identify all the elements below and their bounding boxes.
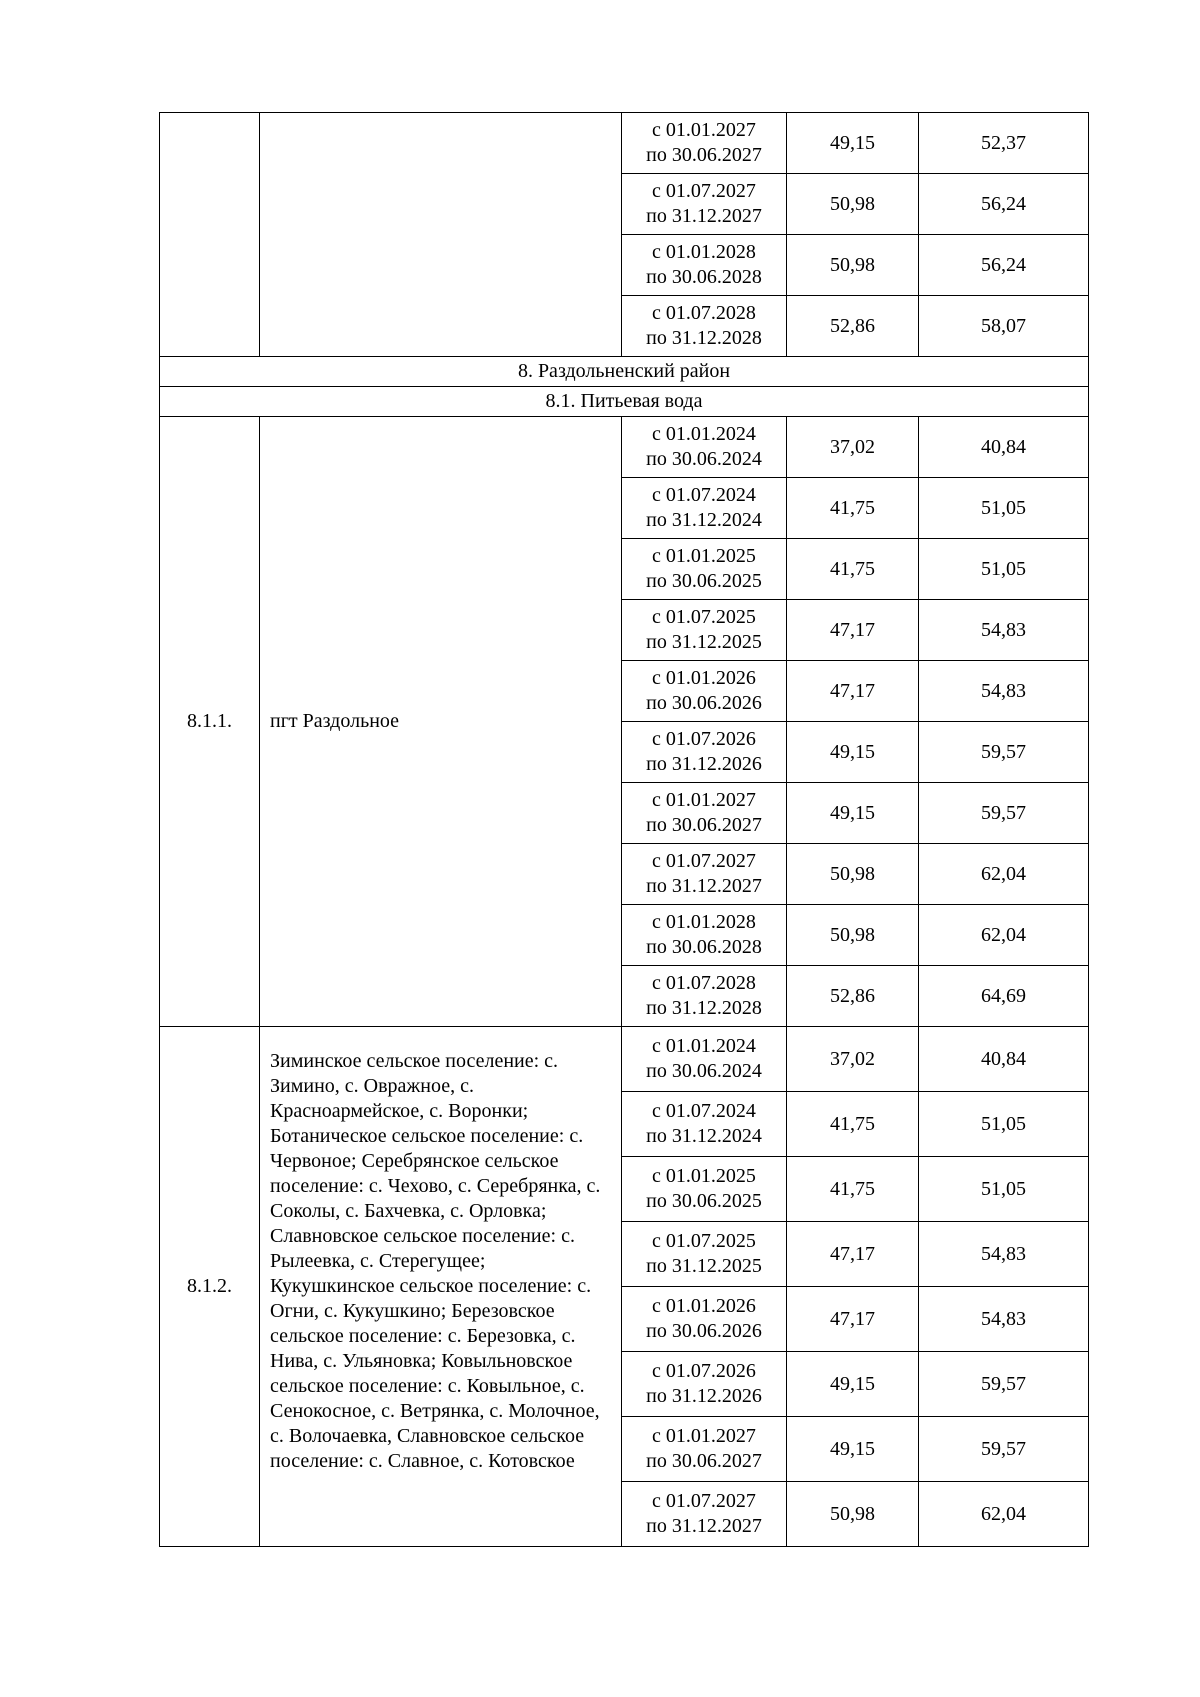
tariff-value-vat: 51,05 — [919, 1092, 1089, 1157]
period-from: с 01.01.2028 — [652, 911, 756, 933]
tariff-value: 49,15 — [787, 722, 919, 783]
period-from: с 01.01.2024 — [652, 423, 756, 445]
section-title: 8. Раздольненский район — [160, 357, 1089, 387]
subsection-title: 8.1. Питьевая вода — [160, 387, 1089, 417]
tariff-value: 37,02 — [787, 417, 919, 478]
tariff-value: 49,15 — [787, 1352, 919, 1417]
tariff-value-vat: 54,83 — [919, 1287, 1089, 1352]
tariff-value: 47,17 — [787, 661, 919, 722]
period-cell — [622, 661, 787, 722]
tariff-value-vat: 51,05 — [919, 478, 1089, 539]
tariff-value: 41,75 — [787, 478, 919, 539]
period-to: по 31.12.2028 — [646, 997, 762, 1019]
period-to: по 30.06.2026 — [646, 692, 762, 714]
tariff-value-vat: 54,83 — [919, 600, 1089, 661]
period-cell — [622, 539, 787, 600]
tariff-value-vat: 58,07 — [919, 296, 1089, 357]
period-cell — [622, 1287, 787, 1352]
table-row — [160, 113, 1089, 174]
tariff-value-vat: 62,04 — [919, 1482, 1089, 1547]
period-cell — [622, 296, 787, 357]
period-to: по 30.06.2028 — [646, 936, 762, 958]
period-to: по 31.12.2027 — [646, 205, 762, 227]
tariff-value-vat: 59,57 — [919, 1352, 1089, 1417]
period-from: с 01.01.2027 — [652, 119, 756, 141]
period-to: по 31.12.2024 — [646, 1125, 762, 1147]
period-to: по 31.12.2026 — [646, 753, 762, 775]
period-to: по 31.12.2028 — [646, 327, 762, 349]
tariff-value-vat: 40,84 — [919, 417, 1089, 478]
period-to: по 31.12.2025 — [646, 1255, 762, 1277]
period-cell — [622, 722, 787, 783]
tariff-value-vat: 64,69 — [919, 966, 1089, 1027]
tariff-value-vat: 59,57 — [919, 783, 1089, 844]
period-from: с 01.01.2028 — [652, 241, 756, 263]
tariff-value: 50,98 — [787, 844, 919, 905]
row-number-cell: 8.1.1. — [160, 417, 260, 1027]
section-row — [160, 357, 1089, 387]
tariff-value: 52,86 — [787, 296, 919, 357]
period-cell — [622, 174, 787, 235]
period-cell — [622, 783, 787, 844]
period-from: с 01.01.2026 — [652, 1295, 756, 1317]
tariff-value: 47,17 — [787, 1222, 919, 1287]
tariff-value: 50,98 — [787, 905, 919, 966]
tariff-value: 47,17 — [787, 600, 919, 661]
tariff-value: 50,98 — [787, 174, 919, 235]
tariff-value: 41,75 — [787, 539, 919, 600]
period-from: с 01.01.2025 — [652, 545, 756, 567]
period-from: с 01.07.2024 — [652, 484, 756, 506]
period-cell — [622, 844, 787, 905]
tariff-value: 41,75 — [787, 1092, 919, 1157]
tariff-value-vat: 56,24 — [919, 174, 1089, 235]
period-from: с 01.01.2027 — [652, 789, 756, 811]
period-to: по 31.12.2027 — [646, 1515, 762, 1537]
period-from: с 01.07.2026 — [652, 728, 756, 750]
tariff-value-vat: 62,04 — [919, 844, 1089, 905]
period-cell — [622, 600, 787, 661]
period-cell — [622, 1157, 787, 1222]
locality-cell — [260, 113, 622, 357]
period-from: с 01.07.2024 — [652, 1100, 756, 1122]
tariff-value: 52,86 — [787, 966, 919, 1027]
period-to: по 31.12.2026 — [646, 1385, 762, 1407]
period-to: по 30.06.2026 — [646, 1320, 762, 1342]
tariff-value: 49,15 — [787, 113, 919, 174]
tariff-value-vat: 40,84 — [919, 1027, 1089, 1092]
period-cell — [622, 417, 787, 478]
tariff-value-vat: 51,05 — [919, 539, 1089, 600]
period-from: с 01.07.2028 — [652, 302, 756, 324]
period-cell — [622, 1417, 787, 1482]
period-from: с 01.07.2027 — [652, 180, 756, 202]
period-from: с 01.01.2025 — [652, 1165, 756, 1187]
period-cell — [622, 1222, 787, 1287]
period-to: по 30.06.2027 — [646, 814, 762, 836]
period-to: по 30.06.2028 — [646, 266, 762, 288]
tariff-value-vat: 56,24 — [919, 235, 1089, 296]
period-from: с 01.07.2027 — [652, 1490, 756, 1512]
period-to: по 30.06.2025 — [646, 570, 762, 592]
period-from: с 01.07.2026 — [652, 1360, 756, 1382]
period-cell — [622, 966, 787, 1027]
tariff-value: 37,02 — [787, 1027, 919, 1092]
row-number-cell — [160, 113, 260, 357]
tariff-value-vat: 51,05 — [919, 1157, 1089, 1222]
period-cell — [622, 1482, 787, 1547]
period-from: с 01.07.2027 — [652, 850, 756, 872]
period-to: по 30.06.2024 — [646, 1060, 762, 1082]
tariff-table — [159, 112, 1089, 1547]
period-to: по 30.06.2027 — [646, 144, 762, 166]
period-cell — [622, 1352, 787, 1417]
period-cell — [622, 478, 787, 539]
period-from: с 01.01.2027 — [652, 1425, 756, 1447]
tariff-value-vat: 54,83 — [919, 1222, 1089, 1287]
tariff-value-vat: 54,83 — [919, 661, 1089, 722]
subsection-row — [160, 387, 1089, 417]
period-from: с 01.01.2024 — [652, 1035, 756, 1057]
locality-cell: Зиминское сельское поселение: с. Зимино, с. Овражное, с. Красноармейское, с. Воронки; Ботаническое сельское поселение: с. Червоное; Серебрянское сельское поселение: с. Чехово, с. Серебрянка, с. Соколы, с. Бахчевка, с. Орловка; Славновское сельское поселение: с. Рылеевка, с. Стерегущее; Кукушкинское сельское поселение: с. Огни, с. Кукушкино; Березовское сельское поселение: с. Березовка, с. Нива, с. Ульяновка; Ковыльновское сельское поселение: с. Ковыльное, с. Сенокосное, с. Ветрянка, с. Молочное, с. Волочаевка, Славновское сельское поселение: с. Славное, с. Котовское — [260, 1027, 622, 1547]
tariff-value: 50,98 — [787, 235, 919, 296]
table-row — [160, 1027, 1089, 1092]
period-to: по 31.12.2024 — [646, 509, 762, 531]
tariff-value: 49,15 — [787, 1417, 919, 1482]
period-to: по 31.12.2025 — [646, 631, 762, 653]
period-to: по 30.06.2024 — [646, 448, 762, 470]
period-from: с 01.07.2028 — [652, 972, 756, 994]
row-number-cell: 8.1.2. — [160, 1027, 260, 1547]
tariff-value-vat: 59,57 — [919, 1417, 1089, 1482]
tariff-value-vat: 62,04 — [919, 905, 1089, 966]
tariff-value: 50,98 — [787, 1482, 919, 1547]
tariff-value-vat: 52,37 — [919, 113, 1089, 174]
period-to: по 31.12.2027 — [646, 875, 762, 897]
period-cell — [622, 1027, 787, 1092]
tariff-value: 41,75 — [787, 1157, 919, 1222]
period-cell — [622, 113, 787, 174]
period-cell — [622, 1092, 787, 1157]
period-from: с 01.07.2025 — [652, 1230, 756, 1252]
period-to: по 30.06.2027 — [646, 1450, 762, 1472]
period-cell — [622, 905, 787, 966]
tariff-value: 47,17 — [787, 1287, 919, 1352]
period-from: с 01.01.2026 — [652, 667, 756, 689]
table-row — [160, 417, 1089, 478]
tariff-value-vat: 59,57 — [919, 722, 1089, 783]
tariff-value: 49,15 — [787, 783, 919, 844]
locality-cell: пгт Раздольное — [260, 417, 622, 1027]
period-from: с 01.07.2025 — [652, 606, 756, 628]
period-cell — [622, 235, 787, 296]
period-to: по 30.06.2025 — [646, 1190, 762, 1212]
